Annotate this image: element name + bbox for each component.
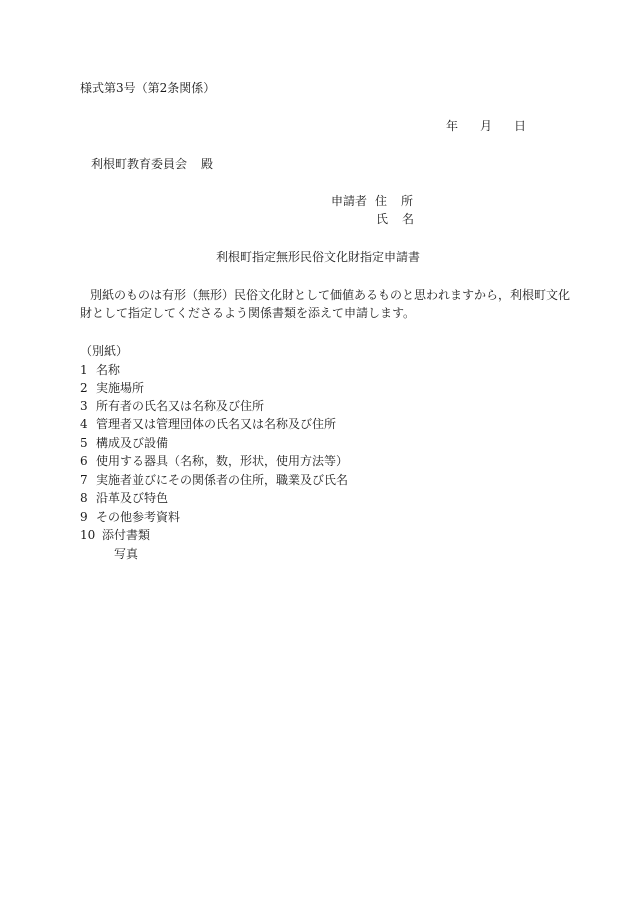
body-text-line-1: 別紙のものは有形（無形）民俗文化財として価値あるものと思われますから，利根町文化 xyxy=(90,288,571,302)
date-day-label: 日 xyxy=(514,119,527,133)
list-item-number: 3 xyxy=(80,399,88,413)
list-item-text: 管理者又は管理団体の氏名又は名称及び住所 xyxy=(96,417,337,431)
sub-list-item: 写真 xyxy=(114,547,139,561)
list-item-text: その他参考資料 xyxy=(96,510,181,524)
applicant-address-label-1: 住 xyxy=(375,194,388,208)
list-item-text: 構成及び設備 xyxy=(96,436,169,450)
date-line xyxy=(446,120,526,132)
addressee-honorific: 殿 xyxy=(201,157,214,171)
form-number: 様式第3号（第2条関係） xyxy=(80,81,216,95)
list-item xyxy=(80,529,150,541)
date-month-label: 月 xyxy=(480,119,493,133)
applicant-name-label-2: 名 xyxy=(402,212,415,226)
document-title: 利根町指定無形民俗文化財指定申請書 xyxy=(216,250,421,264)
list-item-number: 5 xyxy=(80,436,88,450)
list-item-number: 6 xyxy=(80,454,88,468)
list-item-number: 8 xyxy=(80,491,88,505)
list-item-text: 添付書類 xyxy=(102,528,151,542)
applicant-name-row xyxy=(376,213,414,225)
list-item xyxy=(80,474,348,486)
list-item-text: 実施場所 xyxy=(96,381,145,395)
applicant-name-label-1: 氏 xyxy=(376,212,389,226)
list-item-number: 1 xyxy=(80,363,88,377)
addressee-name: 利根町教育委員会 xyxy=(91,157,188,171)
list-item xyxy=(80,418,336,430)
list-item xyxy=(80,511,180,523)
list-item-text: 使用する器具（名称，数，形状，使用方法等） xyxy=(96,454,349,468)
list-item-number: 2 xyxy=(80,381,88,395)
list-item xyxy=(80,364,120,376)
applicant-role-label: 申請者 xyxy=(331,194,368,208)
list-item-number: 10 xyxy=(80,528,96,542)
list-item xyxy=(80,437,168,449)
date-year-label: 年 xyxy=(446,119,459,133)
list-item-text: 名称 xyxy=(96,363,121,377)
attachment-header: （別紙） xyxy=(80,344,129,358)
list-item-number: 4 xyxy=(80,417,88,431)
body-text-line-2: 財として指定してくださるよう関係書類を添えて申請します。 xyxy=(80,306,416,320)
list-item-text: 実施者並びにその関係者の住所，職業及び氏名 xyxy=(96,473,349,487)
list-item xyxy=(80,400,264,412)
list-item xyxy=(80,455,348,467)
list-item xyxy=(80,382,144,394)
list-item-number: 7 xyxy=(80,473,88,487)
list-item-text: 所有者の氏名又は名称及び住所 xyxy=(96,399,265,413)
applicant-address-row xyxy=(331,195,413,207)
list-item xyxy=(80,492,168,504)
applicant-address-label-2: 所 xyxy=(401,194,414,208)
list-item-number: 9 xyxy=(80,510,88,524)
addressee xyxy=(91,158,213,170)
list-item-text: 沿革及び特色 xyxy=(96,491,169,505)
